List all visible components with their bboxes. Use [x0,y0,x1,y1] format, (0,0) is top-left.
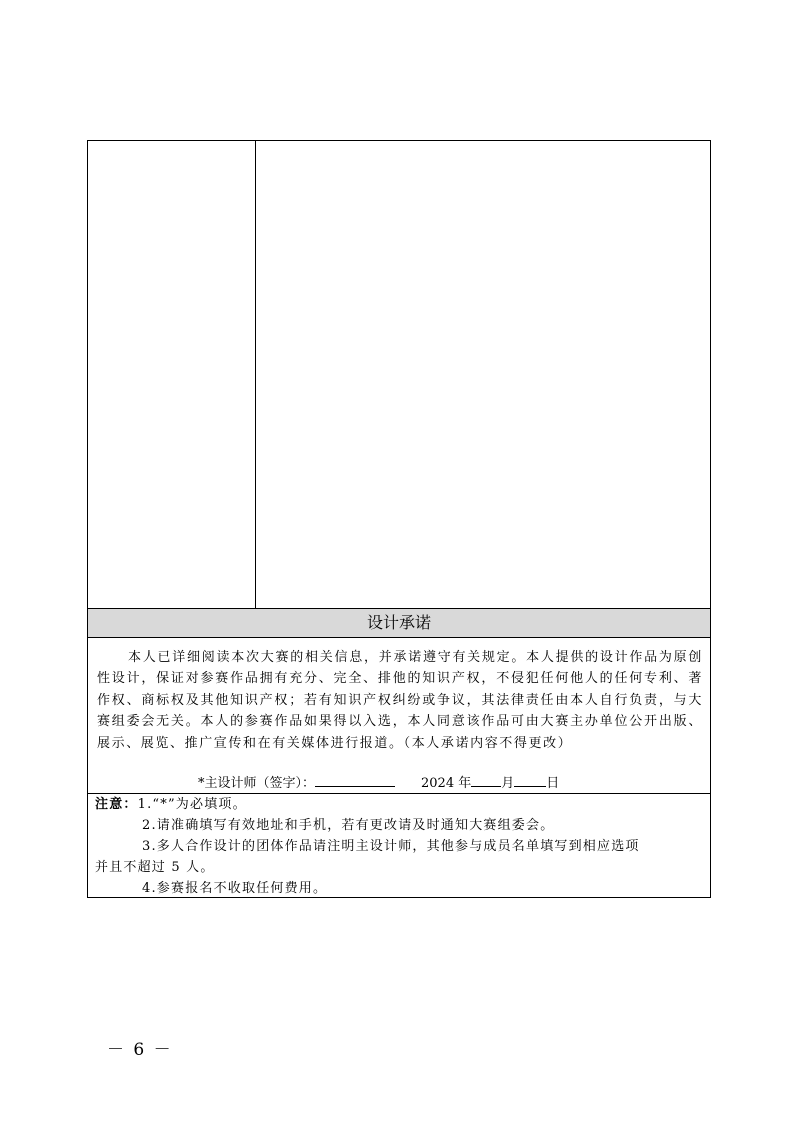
entry-form-table [87,140,711,898]
section-title: 设计承诺 [88,608,710,638]
day-blank[interactable] [514,772,546,787]
signature-label: *主设计师（签字）： [198,776,316,791]
pledge-text: 本人已详细阅读本次大赛的相关信息，并承诺遵守有关规定。本人提供的设计作品为原创性设计，保证对参赛作品拥有充分、完全、排他的知识产权，不侵犯任何他人的任何专利、著作权、商标权及其他知识产权；若有知识产权纠纷或争议，其法律责任由本人自行负责，与大赛组委会无关。本人的参赛作品如果得以入选，本人同意该作品可由大赛主办单位公开出版、展示、展览、推广宣传和在有关媒体进行报道。（本人承诺内容不得更改） [97,650,703,751]
signature-line [198,772,559,794]
note-item-2: 2.请准确填写有效地址和手机，若有更改请及时通知大赛组委会。 [142,818,555,833]
notes-heading: 注意： [95,797,138,812]
note-item-3-line1: 3.多人合作设计的团体作品请注明主设计师，其他参与成员名单填写到相应选项 [142,839,640,854]
signature-blank[interactable] [315,772,395,787]
year-unit: 年 [458,776,472,791]
year-value: 2024 [421,776,455,791]
note-item-3-line2: 并且不超过 5 人。 [95,860,215,875]
note-item-4: 4.参赛报名不收取任何费用。 [142,881,328,896]
page-number: － 6 － [107,1040,173,1060]
day-unit: 日 [546,776,560,791]
form-content-cell [256,141,711,608]
month-blank[interactable] [471,772,501,787]
note-item-1: 1.“*”为必填项。 [137,797,247,812]
note-item-1-line [95,794,247,815]
form-label-cell [88,141,256,608]
month-unit: 月 [501,776,515,791]
notes-section [88,794,710,898]
pledge-section [88,638,710,794]
